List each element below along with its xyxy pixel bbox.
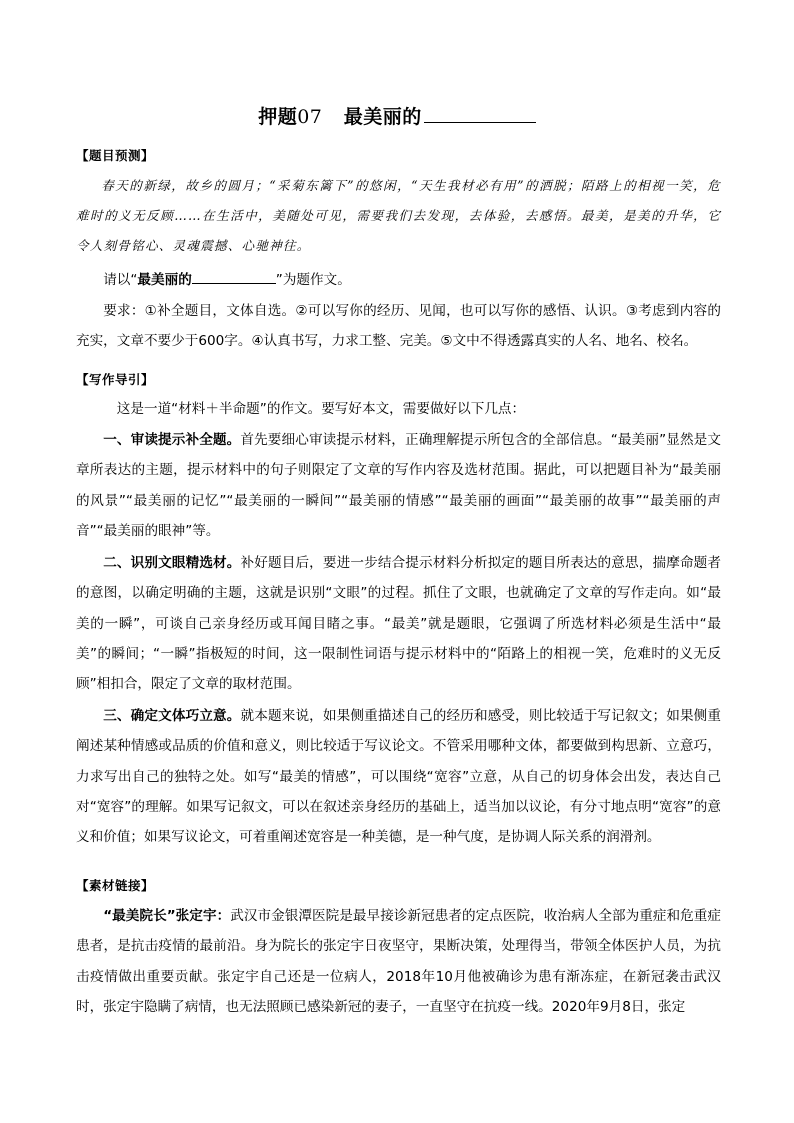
section-tag-daoyin: 【写作导引】: [76, 372, 155, 387]
title-number: 07: [297, 106, 323, 128]
guide-intro: 这是一道“材料＋半命题”的作文。要写好本文，需要做好以下几点：: [116, 401, 526, 417]
guide-point-3-head: 三、确定文体巧立意。: [103, 708, 241, 724]
guide-point-2-body: 补好题目后，要进一步结合提示材料分析拟定的题目所表达的意思，揣摩命题者的意图，以确定明确的主题，这就是识别“文眼”的过程。抓住了文眼，也就确定了文章的写作走向。如“最美的一瞬”，可谈自己亲身经历或耳闻目睹之事。“最美”就是题眼，它强调了所选材料必须是生活中“最美”的瞬间；“一瞬”指极短的时间，这一限制性词语与提示材料中的“陌路上的相视一笑，危难时的义无反顾”相扣合，限定了文章的取材范围。: [76, 555, 722, 693]
guide-point-1-head: 一、审读提示补全题。: [103, 432, 241, 448]
prompt-bold: 最美丽的: [137, 272, 192, 288]
section-tag-yuce: 【题目预测】: [76, 148, 155, 163]
material-paragraph: 春天的新绿，故乡的圆月；“采菊东篱下”的悠闲，“天生我材必有用”的洒脱；陌路上的相视一笑，危难时的义无反顾……在生活中，美随处可见，需要我们去发现，去体验，去感悟。最美，是美的升华，它令人刻骨铭心、灵魂震撼、心驰神往。: [76, 178, 721, 253]
guide-point-2-head: 二、识别文眼精选材。: [103, 555, 241, 571]
prompt-paragraph: [76, 265, 721, 295]
title-blank-line: [424, 108, 536, 123]
sucai-paragraph-1: [76, 901, 721, 1022]
guide-point-1-body: 首先要细心审读提示材料，正确理解提示所包含的全部信息。“最美丽”显然是文章所表达的主题，提示材料中的句子则限定了文章的写作内容及选材范围。据此，可以把题目补为“最美丽的风景”“最美丽的记忆”“最美丽的一瞬间”“最美丽的情感”“最美丽的画面”“最美丽的故事”“最美丽的声音”“最美丽的眼神”等。: [76, 432, 721, 539]
sucai-1-body: 武汉市金银潭医院是最早接诊新冠患者的定点医院，收治病人全部为重症和危重症患者，是抗击疫情的最前沿。身为院长的张定宇日夜坚守，果断决策，处理得当，带领全体医护人员，为抗击疫情做出重要贡献。张定宇自己还是一位病人，2018年10月他被确诊为患有渐冻症，在新冠袭击武汉时，张定宇隐瞒了病情，也无法照顾已感染新冠的妻子，一直坚守在抗疫一线。2020年9月8日，张定: [76, 908, 722, 1015]
guide-point-3-body: 就本题来说，如果侧重描述自己的经历和感受，则比较适于写记叙文；如果侧重阐述某种情感或品质的价值和意义，则比较适于写议论文。不管采用哪种文体，都要做到构思新、立意巧，力求写出自己的独特之处。如写“最美的情感”，可以围绕“宽容”立意，从自己的切身体会出发，表达自己对“宽容”的理解。如果写记叙文，可以在叙述亲身经历的基础上，适当加以议论，有分寸地点明“宽容”的意义和价值；如果写议论文，可着重阐述宽容是一种美德，是一种气度，是协调人际关系的润滑剂。: [76, 708, 722, 846]
section-tag-sucai: 【素材链接】: [76, 878, 155, 893]
title-text: 最美丽的: [343, 106, 422, 128]
prompt-blank-line: [192, 271, 276, 284]
guide-point-3: [76, 701, 721, 852]
prompt-pre: 请以“: [103, 272, 138, 288]
guide-point-1: [76, 425, 721, 546]
prompt-post: ”为题作文。: [275, 272, 351, 288]
requirements-paragraph: 要求：①补全题目，文体自选。②可以写你的经历、见闻，也可以写你的感悟、认识。③考虑到内容的充实，文章不要少于600字。④认真书写，力求工整、完美。⑤文中不得透露真实的人名、地名、校名。: [76, 303, 721, 350]
title-prefix: 押题: [258, 106, 298, 128]
page-title: [0, 102, 794, 129]
guide-point-2: [76, 548, 721, 699]
sucai-1-head: “最美院长”张定宇：: [103, 908, 231, 924]
